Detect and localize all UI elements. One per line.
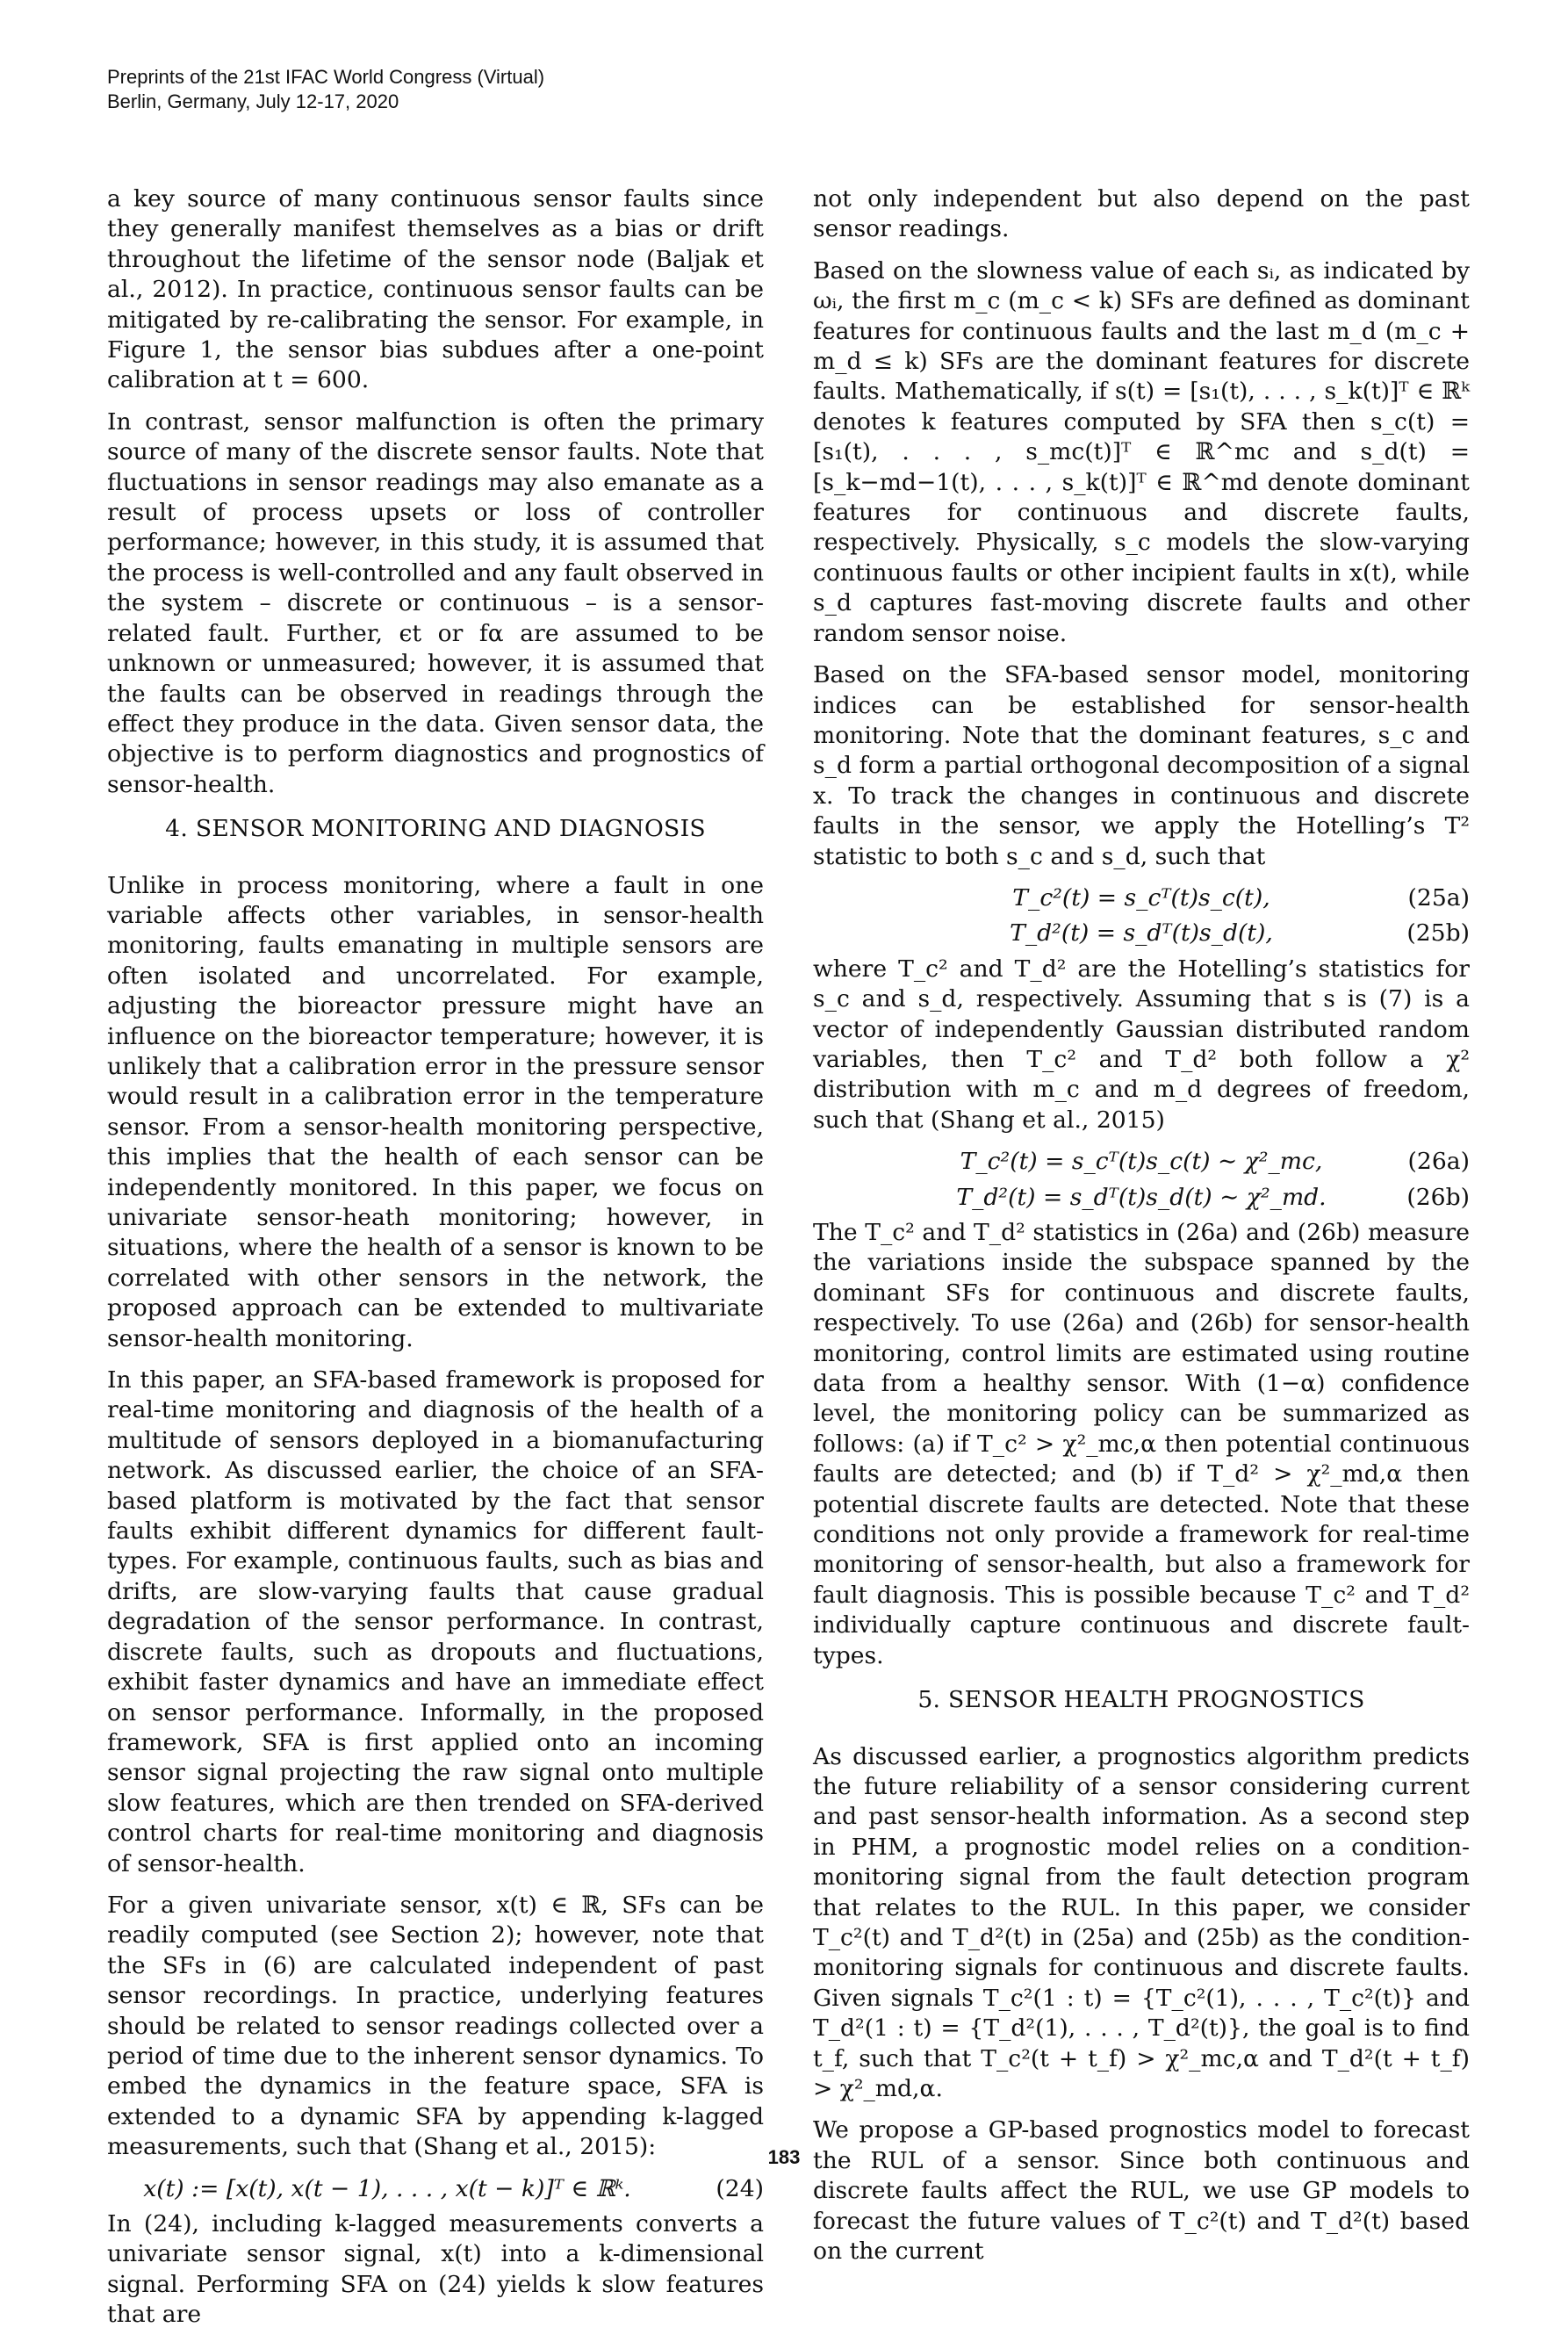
paragraph: For a given univariate sensor, x(t) ∈ ℝ, SFs can be readily computed (see Section 2); however, note that the SFs in (6) are calculated independent of past sensor recordings. In practice, underlying features should be related to sensor readings collected over a period of time due to the inherent sensor dynamics. To embed the dynamics in the feature space, SFA is extended to a dynamic SFA by appending k-lagged measurements, such that (Shang et al., 2015):: [107, 1891, 764, 2161]
equation-25b: [813, 919, 1470, 948]
page-number: 183: [767, 2146, 801, 2168]
paragraph: Unlike in process monitoring, where a fault in one variable affects other variables, in sensor-health monitoring, faults emanating in multiple sensors are often isolated and uncorrelated. For example, adjusting the bioreactor pressure might have an influence on the bioreactor temperature; however, it is unlikely that a calibration error in the pressure sensor would result in a calibration error in the temperature sensor. From a sensor-health monitoring perspective, this implies that the health of each sensor can be independently monitored. In this paper, we focus on univariate sensor-heath monitoring; however, in situations, where the health of a sensor is known to be correlated with other sensors in the network, the proposed approach can be extended to multivariate sensor-health monitoring.: [107, 871, 764, 1352]
equation-body: T_c²(t) = s_cᵀ(t)s_c(t) ∼ χ²_mc,: [960, 1148, 1323, 1176]
equation-24: [107, 2174, 764, 2204]
equation-number: (25a): [1407, 883, 1470, 912]
paragraph: The T_c² and T_d² statistics in (26a) and (26b) measure the variations inside the subspace spanned by the dominant SFs for continuous and discrete faults, respectively. To use (26a) and (26b) for sensor-health monitoring, control limits are estimated using routine data from a healthy sensor. With (1−α) confidence level, the monitoring policy can be summarized as follows: (a) if T_c² > χ²_mc,α then potential continuous faults are detected; and (b) if T_d² > χ²_md,α then potential discrete faults are detected. Note that these conditions not only provide a framework for real-time monitoring of sensor-health, but also a framework for fault diagnosis. This is possible because T_c² and T_d² individually capture continuous and discrete fault-types.: [813, 1219, 1470, 1669]
equation-25a: [813, 883, 1470, 913]
right-column: [813, 184, 1470, 2278]
running-header: [107, 65, 544, 114]
equation-body: T_d²(t) = s_dᵀ(t)s_d(t) ∼ χ²_md.: [956, 1183, 1327, 1211]
paragraph: Based on the SFA-based sensor model, monitoring indices can be established for sensor-health monitoring. Note that the dominant features, s_c and s_d form a partial orthogonal decomposition of a signal x. To track the changes in continuous and discrete faults in the sensor, we apply the Hotelling’s T² statistic to both s_c and s_d, such that: [813, 661, 1470, 870]
equation-26a: [813, 1147, 1470, 1177]
paragraph: As discussed earlier, a prognostics algorithm predicts the future reliability of a sensor considering current and past sensor-health information. As a second step in PHM, a prognostic model relies on a condition-monitoring signal from the fault detection program that relates to the RUL. In this paper, we consider T_c²(t) and T_d²(t) in (25a) and (25b) as the condition-monitoring signals for continuous and discrete faults. Given signals T_c²(1 : t) = {T_c²(1), . . . , T_c²(t)} and T_d²(1 : t) = {T_d²(1), . . . , T_d²(t)}, the goal is to find t_f, such that T_c²(t + t_f) > χ²_mc,α and T_d²(t + t_f) > χ²_md,α.: [813, 1742, 1470, 2102]
section-heading-5: 5. SENSOR HEALTH PROGNOSTICS: [917, 1686, 1365, 1714]
section-heading-4: 4. SENSOR MONITORING AND DIAGNOSIS: [165, 815, 706, 843]
header-line-1: Preprints of the 21st IFAC World Congress (Virtual): [107, 66, 545, 88]
equation-number: (24): [716, 2174, 764, 2202]
paragraph: In contrast, sensor malfunction is often the primary source of many of the discrete sensor faults. Note that fluctuations in sensor readings may also emanate as a result of process upsets or loss of controller performance; however, in this study, it is assumed that the process is well-controlled and any fault observed in the system – discrete or continuous – is a sensor-related fault. Further, ϵt or fα are assumed to be unknown or unmeasured; however, it is assumed that the faults can be observed in readings through the effect they produce in the data. Given sensor data, the objective is to perform diagnostics and prognostics of sensor-health.: [107, 407, 764, 798]
equation-number: (26b): [1406, 1183, 1470, 1211]
paragraph: We propose a GP-based prognostics model to forecast the RUL of a sensor. Since both continuous and discrete faults affect the RUL, we use GP models to forecast the future values of T_c²(t) and T_d²(t) based on the current: [813, 2116, 1470, 2265]
paragraph: In (24), including k-lagged measurements converts a univariate sensor signal, x(t) into a k-dimensional signal. Performing SFA on (24) yields k slow features that are: [107, 2210, 764, 2329]
equation-26b: [813, 1183, 1470, 1213]
header-line-2: Berlin, Germany, July 12-17, 2020: [107, 90, 399, 112]
paragraph: Based on the slowness value of each sᵢ, as indicated by ωᵢ, the first m_c (m_c < k) SFs are defined as dominant features for continuous faults and the last m_d (m_c + m_d ≤ k) SFs are the dominant features for discrete faults. Mathematically, if s(t) = [s₁(t), . . . , s_k(t)]ᵀ ∈ ℝᵏ denotes k features computed by SFA then s_c(t) = [s₁(t), . . . , s_mc(t)]ᵀ ∈ ℝ^mc and s_d(t) = [s_k−md−1(t), . . . , s_k(t)]ᵀ ∈ ℝ^md denote dominant features for continuous and discrete faults, respectively. Physically, s_c models the slow-varying continuous faults or other incipient faults in x(t), while s_d captures fast-moving discrete faults and other random sensor noise.: [813, 256, 1470, 647]
equation-body: T_d²(t) = s_dᵀ(t)s_d(t),: [1010, 919, 1273, 948]
equation-number: (26a): [1407, 1148, 1470, 1176]
equation-number: (25b): [1406, 919, 1470, 948]
paragraph: In this paper, an SFA-based framework is proposed for real-time monitoring and diagnosis of the health of a multitude of sensors deployed in a biomanufacturing network. As discussed earlier, the choice of an SFA-based platform is motivated by the fact that sensor faults exhibit different dynamics for different fault-types. For example, continuous faults, such as bias and drifts, are slow-varying faults that cause gradual degradation of the sensor performance. In contrast, discrete faults, such as dropouts and fluctuations, exhibit faster dynamics and have an immediate effect on sensor performance. Informally, in the proposed framework, SFA is first applied onto an incoming sensor signal projecting the raw signal onto multiple slow features, which are then trended on SFA-derived control charts for real-time monitoring and diagnosis of sensor-health.: [107, 1366, 764, 1877]
equation-body: x(t) := [x(t), x(t − 1), . . . , x(t − k)]ᵀ ∈ ℝᵏ.: [143, 2174, 631, 2202]
paragraph: not only independent but also depend on the past sensor readings.: [813, 185, 1470, 243]
equation-body: T_c²(t) = s_cᵀ(t)s_c(t),: [1012, 883, 1270, 912]
paragraph: a key source of many continuous sensor faults since they generally manifest themselves as a bias or drift throughout the lifetime of the sensor node (Baljak et al., 2012). In practice, continuous sensor faults can be mitigated by re-calibrating the sensor. For example, in Figure 1, the sensor bias subdues after a one-point calibration at t = 600.: [107, 185, 764, 394]
paragraph: where T_c² and T_d² are the Hotelling’s statistics for s_c and s_d, respectively. Assuming that s is (7) is a vector of independently Gaussian distributed random variables, then T_c² and T_d² both follow a χ² distribution with m_c and m_d degrees of freedom, such that (Shang et al., 2015): [813, 955, 1470, 1134]
left-column: [107, 184, 764, 2342]
